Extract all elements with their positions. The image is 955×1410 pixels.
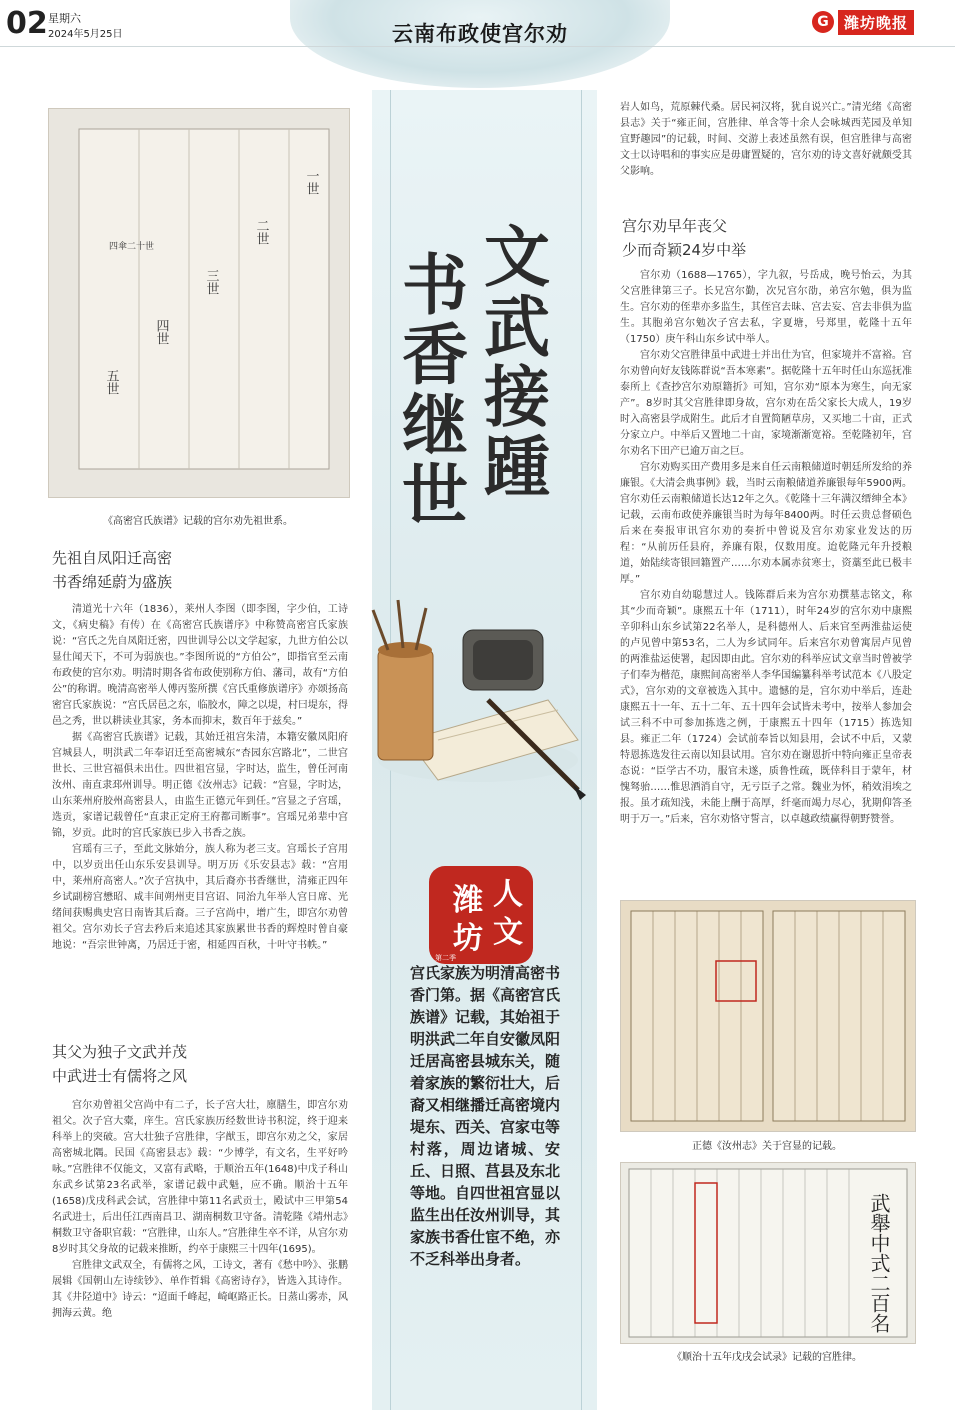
paragraph: 宫瑶有三子，至此文脉始分，族人称为老三支。宫瑶长子宫用中，以岁贡出任山东乐安县训导。明万历《乐安县志》载：“宫用中，莱州府高密人。”次子宫执中，其后裔亦书香继世，清雍正四年乡试副榜宫懋昭、咸丰间朔州吏目宫诏、同治九年举人宫日席、光绪间获赐典史宫日南皆其后裔。三子宫尚中，增广生，即宫尔劝曾祖父。宫尔劝长子宫去矜后来追述其家族累世书香的辉煌时曾自豪地说：“吾宗世钟离，乃居迁于密，相延四百秋，十叶守书帙。” [52,844,348,951]
page-number: 02 [6,6,48,41]
heading-line: 少而奇颖24岁中举 [622,241,747,259]
heading-line: 中武进士有儒将之风 [52,1067,188,1085]
title-char: 武 [484,288,550,366]
gen-side-label: 四傘二十世 [109,242,155,252]
exam-caption: 《顺治十五年戊戌会试录》记载的宫胜律。 [672,1352,862,1363]
title-char: 踵 [484,428,550,506]
paragraph: 据《高密宫氏族谱》记载，其始迁祖宫朱清，本籍安徽凤阳府宫城县人，明洪武二年奉诏迁至高密城东“杏园东宫路北”，二世宫世长、三世宫福俱未出仕。四世祖宫显，字时达，监生，曾任河南汝州、南直隶邳州训导。明正德《汝州志》记载：“宫显，字时达，山东莱州府胶州高密县人，由监生正德元年到任。”宫显之子宫瑶，选贡，家谱记载曾任“直隶正定府王府都司断事”。宫瑶兄弟辈中宫锦，岁贡。此时的宫氏家族已步入书香之族。 [52,732,348,839]
genealogy-caption: 《高密宫氏族谱》记载的宫尔劝先祖世系。 [103,516,293,527]
paragraph: 宫尔劝（1688—1765），字九叙，号岳成，晚号怡云，为其父宫胜律第三子。长兄宫尔勤，次兄宫尔劭，弟宫尔勉，俱为监生。宫尔劝的侄辈亦多监生，其侄宫去昧、宫去妄、宫去非俱为监生。其胞弟宫尔勉次子宫去私，字夏塘，号郑里，乾隆十五年（1750）庚午科山东乡试中举人。 [620,270,912,345]
exam-banner: 武舉中式二百名 [867,1193,891,1333]
title-char: 世 [402,456,468,534]
page-title: 云南布政使宫尔劝 [392,22,568,46]
ruzhou-caption: 正德《汝州志》关于宫显的记载。 [692,1141,842,1152]
section-body-1 [52,602,348,954]
page-header [0,0,955,90]
section-body-3 [620,268,912,828]
gen-label: 三世 [203,269,219,295]
seal-char: 坊 [453,921,483,956]
genealogy-photo [48,108,350,498]
heading-line: 先祖自凤阳迁高密 [52,549,173,567]
exam-record-photo [620,1162,916,1344]
seal-subtitle: 第二季 [435,954,456,962]
feature-title-right-column [482,218,552,506]
ruzhou-gazetteer-photo [620,900,916,1132]
title-char: 继 [402,386,468,464]
feature-title-left-column [400,246,470,534]
gazetteer-page-image [621,901,915,1131]
gen-label: 二世 [253,219,269,245]
paragraph: 宫尔劝曾祖父宫尚中有二子，长子宫大壮，廪膳生，即宫尔劝祖父。次子宫大橐，庠生。宫氏家族历经数世诗书积淀，终于迎来科举上的突破。宫大壮独子宫胜律，字猷玉，即宫尔劝之父，家居高密城北隅。民国《高密县志》载：“少博学，有文名，生平好吟咏。”宫胜律不仅能文，又富有武略，于顺治五年(1648)中戊子科山东武乡试第23名武举，家谱记载中武魁，应不确。顺治十五年(1658)戊戌科武会试，宫胜律中第11名武贡士，殿试中三甲第54名武进士，后出任江西南昌卫、湖南桐数卫守备。清乾隆《靖州志》桐数卫守备职官载：“宫胜律，山东人。”宫胜律生卒不详，从宫尔劝8岁时其父身故的记载来推断，约卒于康熙三十四年(1695)。 [52,1100,348,1255]
paragraph: 宫尔劝自幼聪慧过人。钱陈群后来为宫尔劝撰墓志铭文，称其“少而奇颖”。康熙五十年（1711），时年24岁的宫尔劝中康熙辛卯科山东乡试第22名举人，是科德州人、后来官至两淮盐运使的卢见曾中第53名，二人为乡试同年。后来宫尔劝曾寓居卢见曾的两淮盐运使署，起因即由此。宫尔劝的科举应试文章当时曾被学子们奉为楷范，康熙间高密举人李华国编纂科举考试范本《八股定式》，宫尔劝的文章被选入其中。遗憾的是，宫尔劝中举后，连赴康熙五十一年、五十二年、五十四年会试皆未考中，按举人参加会试三科不中可参加拣选之例，于康熙五十四年（1715）拣选知县。雍正二年（1724）会试前奉旨以知县用，会试不中后，又蒙特恩拣选发往云南以知县试用。宫尔劝在谢恩折中特向雍正皇帝表态说：“臣学古不功，服官未遂，质鲁性疏，既倖科目于蒙年，材愧驽骀……惟思酒消自守，无亏臣子之常。魏业为怀，稍效涓埃之报。虽才疏知浅，未能上酬于高厚，纤毫而竭力尽心，犹期仰答圣明于万一。”后来，宫尔劝恪守誓言，以卓越政绩赢得朝野赞誉。 [620,590,912,825]
title-char: 香 [402,316,468,394]
paragraph: 宫尔劝购买田产费用多是来自任云南粮储道时朝廷所发给的养廉银。《大清会典事例》载，当时云南粮储道养廉银每年5900两。宫尔劝任云南粮储道长达12年之久。《乾隆十三年满汉缙绅全本》记载，云南布政使养廉银当时为每年8400两。时任云贵总督硕色后来在奏报审讯宫尔劝的奏折中曾说及宫尔劝家业发达的历程：“从前历任县府，养廉有限，仅数用度。迨乾隆元年升授粮道，始陆续寄银回籍置产……尔劝本属赤贫寒士，资藁至此已极丰厚。” [620,462,912,585]
seal-char: 人 [493,877,523,912]
title-char: 文 [484,218,550,296]
lead-paragraph: 宫氏家族为明清高密书香门第。据《高密宫氏族谱》记载，其始祖于明洪武二年自安徽凤阳迁居高密县城东关，随着家族的繁衍壮大，后裔又相继播迁高密境内堤东、西关、宫家屯等村落，周边诸城、安丘、日照、莒县及东北等地。自四世祖宫显以监生出任汝州训导，其家族书香仕宦不绝，亦不乏科举出身者。 [410,964,561,1268]
paragraph: 宫胜律文武双全，有儒将之风，工诗文，著有《愁中吟》、张鹏展辑《国朝山左诗续钞》、单作哲辑《高密诗存》，皆选入其诗作。其《井陉道中》诗云：“迢面千峰起，崎岖路正长。日蒸山雾赤，风拥海云黄。绝 [52,1260,348,1319]
paragraph: 清道光十六年（1836），莱州人李图（即李图，字少伯，工诗文，《病史稿》有传）在《高密宫氏族谱序》中称赞高密宫氏家族说：“宫氏之先自凤阳迁密，四世训导公以文学起家，九世方伯公以显仕闻天下，不可为弱族也。”李图所说的“方伯公”，即指官至云南布政使的宫尔劝。明清时期各省布政使别称方伯、藩司，故有“方伯公”的称谓。晚清高密举人傅丙鉴所撰《宫氏重修族谱序》亦颂扬高密宫氏家族说：“宫氏居邑之东，临胶水，障之以堤，村曰堤东，得邑之秀，世以耕读业其家，务本而抑末，数百年于兹矣。” [52,604,348,727]
newspaper-logo [812,8,914,36]
weekday: 星期六 [48,12,81,25]
seal-char: 潍 [453,883,483,918]
section-heading-1 [52,546,352,594]
title-char: 接 [484,358,550,436]
seal-char: 文 [493,915,523,950]
heading-line: 宫尔劝早年丧父 [622,217,728,235]
section-body-2 [52,1098,348,1322]
paragraph: 岩人如鸟，荒原棘代桑。居民祠汉将，犹自说兴亡。”清光绪《高密县志》关于“雍正间，宫胜律、单含等十余人会咏城西芜园及单知宜野趣园”的记载，时间、交游上表述虽然有误，但宫胜律与高密文士以诗唱和的事实应是毋庸置疑的，宫尔劝的诗文喜好就颇受其父影响。 [620,102,912,177]
genealogy-page-image [49,109,349,497]
paragraph: 宫尔劝父宫胜律虽中武进士并出仕为官，但家境并不富裕。宫尔劝曾向好友钱陈群说“吾本寒素”。据乾隆十五年时任山东巡抚准泰所上《查抄宫尔劝原籍折》可知，宫尔劝“原本为寒生，向无家产”。8岁时其父宫胜律即身故，宫尔劝在岳父家长大成人，19岁时入高密县学成附生。此后才自置简陋草房，又买地二十亩，正式分家立户。中举后又置地二十亩，家境渐渐宽裕。至乾隆初年，宫尔劝名下田产已逾万亩之巨。 [620,350,912,457]
right-intro [620,100,912,180]
title-char: 书 [402,246,468,324]
heading-line: 书香绵延蔚为盛族 [52,573,173,591]
heading-line: 其父为独子文武并茂 [52,1043,188,1061]
logo-mark-icon: G [812,11,834,33]
gen-label: 一世 [303,169,319,195]
gen-label: 五世 [103,369,119,395]
section-heading-3 [622,214,914,262]
brush-inkstone-illustration [368,590,588,800]
renwen-seal [423,860,539,970]
gen-label: 四世 [153,319,169,345]
exam-record-image [621,1163,915,1343]
issue-date: 2024年5月25日 [48,29,123,40]
section-heading-2 [52,1040,352,1088]
newspaper-name: 潍坊晚报 [838,10,914,35]
